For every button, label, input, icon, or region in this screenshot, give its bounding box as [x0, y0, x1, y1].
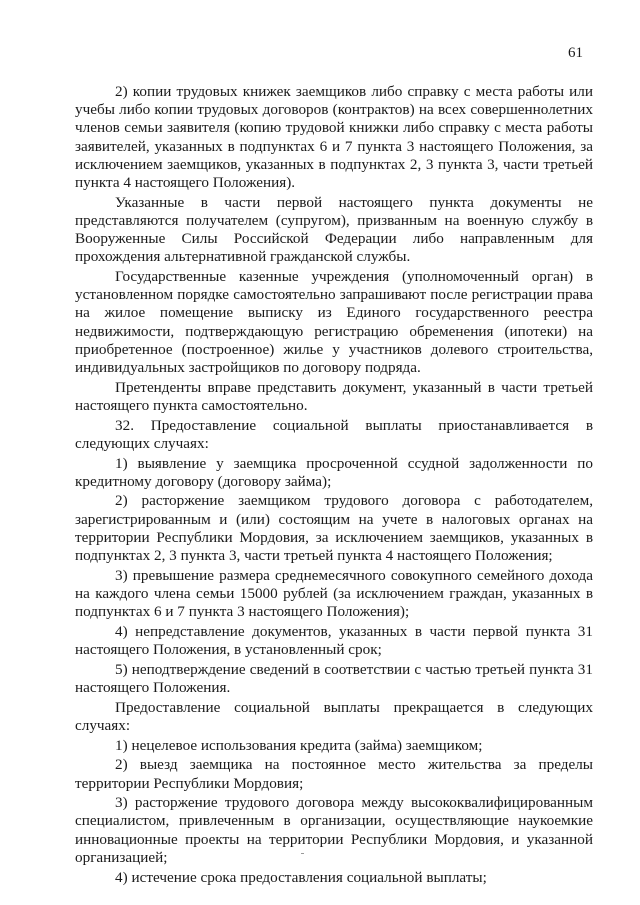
paragraph-termination-intro: Предоставление социальной выплаты прекращается в следующих случаях:	[75, 698, 593, 734]
list-item-suspension-1: 1) выявление у заемщика просроченной ссудной задолженности по кредитному договору (договору займа);	[75, 454, 593, 490]
list-item-termination-1: 1) нецелевое использования кредита (займа) заемщиком;	[115, 736, 483, 754]
list-item-suspension-3: 3) превышение размера среднемесячного совокупного семейного дохода на каждого члена семьи 15000 рублей (за исключением граждан, указанных в подпунктах 6 и 7 пункта 3 настоящего Положения);	[75, 566, 593, 621]
page-number: 61	[568, 45, 583, 61]
list-item-termination-3: 3) расторжение трудового договора между высококвалифицированным специалистом, привлеченным в организации, осуществляющие наукоемкие инновационные проекты на территории Республики Мордовия, и указанной организацией;	[75, 794, 593, 866]
list-item-suspension-5: 5) неподтверждение сведений в соответствии с частью третьей пункта 31 настоящего Положения.	[75, 660, 593, 696]
paragraph-registry-request: Государственные казенные учреждения (уполномоченный орган) в установленном порядке самостоятельно запрашивают после регистрации права на жилое помещение выписку из Единого государственного реестра недвижимости, подтверждающую регистрацию обременения (ипотеки) на приобретенное (построенное) жилье у участников долевого строительства, индивидуальных застройщиков по договору подряда.	[75, 268, 593, 377]
paragraph-military-exemption: Указанные в части первой настоящего пункта документы не представляются получателем (супругом), призванным на военную службу в Вооруженные Силы Российской Федерации либо направленным для прохождения альтернативной гражданской службы.	[75, 193, 593, 266]
list-item-termination-2: 2) выезд заемщика на постоянное место жительства за пределы территории Республики Мордовия;	[75, 756, 593, 792]
list-item-suspension-2: 2) расторжение заемщиком трудового договора с работодателем, зарегистрированным и (или) состоящим на учете в налоговых органах на территории Республики Мордовия, за исключением заемщиков, указанных в подпунктах 2, 3 пункта 3, части третьей пункта 4 настоящего Положения;	[75, 492, 593, 565]
list-item-termination-4: 4) истечение срока предоставления социальной выплаты;	[115, 868, 487, 886]
paragraph-suspension-intro: 32. Предоставление социальной выплаты приостанавливается в следующих случаях:	[75, 416, 593, 452]
paragraph-applicant-right: Претенденты вправе представить документ, указанный в части третьей настоящего пункта самостоятельно.	[75, 378, 593, 414]
paragraph-labor-books: 2) копии трудовых книжек заемщиков либо справку с места работы или учебы либо копии трудовых договоров (контрактов) на всех совершеннолетних членов семьи заявителя (копию трудовой книжки либо справку с места работы заявителей, указанных в подпунктах 6 и 7 пункта 3 настоящего Положения, за исключением заемщиков, указанных в подпунктах 2, 3 пункта 3, части третьей пункта 4 настоящего Положения).	[75, 83, 593, 192]
list-item-suspension-4: 4) непредставление документов, указанных в части первой пункта 31 настоящего Положения, в установленный срок;	[75, 622, 593, 659]
scan-speck	[301, 853, 304, 854]
document-body	[75, 83, 593, 888]
